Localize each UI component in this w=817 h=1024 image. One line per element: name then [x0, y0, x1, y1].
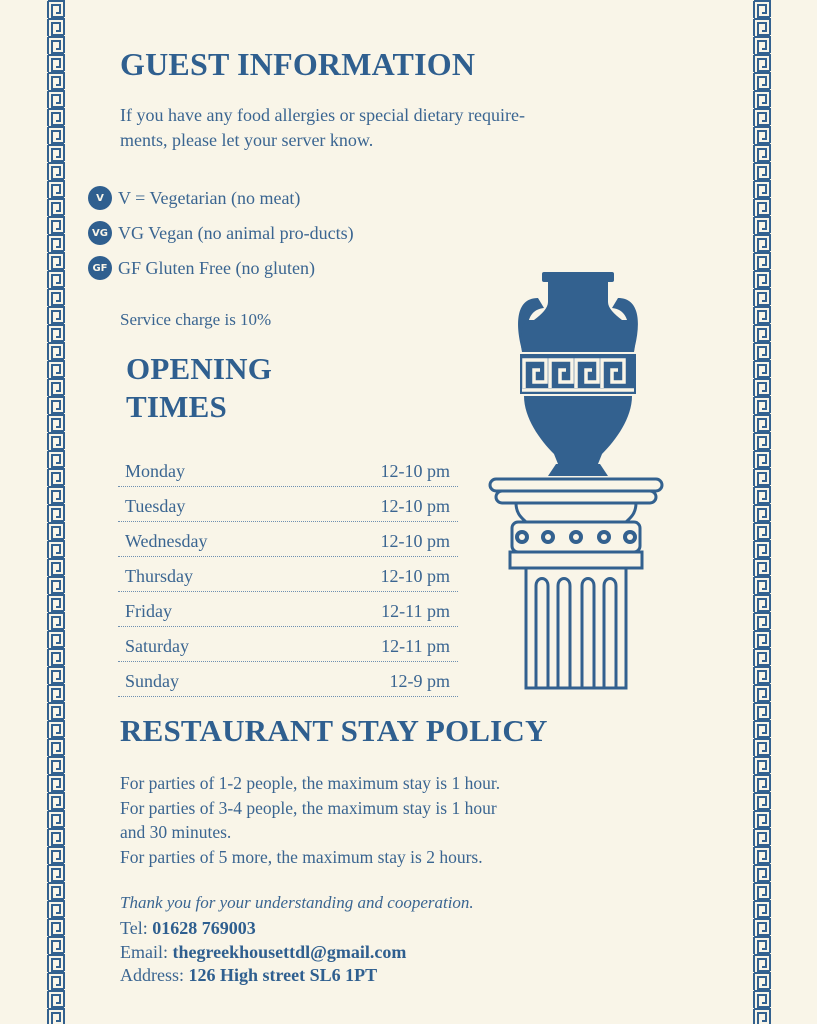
day-label: Tuesday [125, 496, 186, 516]
address-value: 126 High street SL6 1PT [188, 965, 378, 985]
greek-key-border-right [751, 0, 773, 1024]
contact-telephone [120, 918, 256, 939]
guest-information-title: GUEST INFORMATION [120, 46, 476, 82]
legend-text: VG Vegan (no animal pro-ducts) [118, 222, 354, 243]
thanks-message: Thank you for your understanding and cooperation. [120, 893, 474, 912]
hours-value: 12-11 pm [381, 601, 450, 621]
legend-text: V = Vegetarian (no meat) [118, 187, 301, 208]
hours-value: 12-10 pm [380, 461, 450, 481]
day-label: Friday [125, 601, 172, 621]
stay-policy-title: RESTAURANT STAY POLICY [120, 713, 548, 748]
day-label: Wednesday [125, 531, 208, 551]
tel-value: 01628 769003 [152, 918, 256, 938]
email-value: thegreekhousettdl@gmail.com [172, 942, 407, 962]
hours-row-saturday [118, 627, 458, 662]
address-label: Address: [120, 965, 184, 985]
hours-row-thursday [118, 557, 458, 592]
opening-hours-table [118, 452, 458, 697]
gluten-free-badge-icon: GF [88, 256, 112, 280]
guest-information-intro: If you have any food allergies or special dietary require- ments, please let your server know. [120, 105, 525, 150]
hours-row-sunday [118, 662, 458, 697]
hours-row-friday [118, 592, 458, 627]
day-label: Monday [125, 461, 185, 481]
greek-key-border-left [45, 0, 67, 1024]
hours-row-wednesday [118, 522, 458, 557]
hours-row-monday [118, 452, 458, 487]
contact-email [120, 942, 406, 963]
hours-row-tuesday [118, 487, 458, 522]
legend-item-gluten-free [88, 255, 315, 281]
hours-value: 12-10 pm [380, 531, 450, 551]
email-label: Email: [120, 942, 168, 962]
hours-value: 12-9 pm [389, 671, 450, 691]
day-label: Saturday [125, 636, 189, 656]
vegan-badge-icon: VG [88, 221, 112, 245]
vegetarian-badge-icon: V [88, 186, 112, 210]
stay-policy-text: For parties of 1-2 people, the maximum stay is 1 hour. For parties of 3-4 people, the maximum stay is 1 hour and 30 minutes. For parties of 5 more, the maximum stay is 2 hours. [120, 773, 501, 867]
day-label: Thursday [125, 566, 193, 586]
legend-item-vegan [88, 220, 354, 246]
service-charge: Service charge is 10% [120, 310, 272, 329]
hours-value: 12-11 pm [381, 636, 450, 656]
hours-value: 12-10 pm [380, 496, 450, 516]
tel-label: Tel: [120, 918, 148, 938]
legend-item-vegetarian [88, 185, 300, 211]
greek-amphora-on-column-icon [486, 268, 668, 693]
day-label: Sunday [125, 671, 179, 691]
opening-times-title: OPENING TIMES [126, 351, 273, 424]
hours-value: 12-10 pm [380, 566, 450, 586]
contact-address [120, 965, 377, 986]
legend-text: GF Gluten Free (no gluten) [118, 257, 315, 278]
